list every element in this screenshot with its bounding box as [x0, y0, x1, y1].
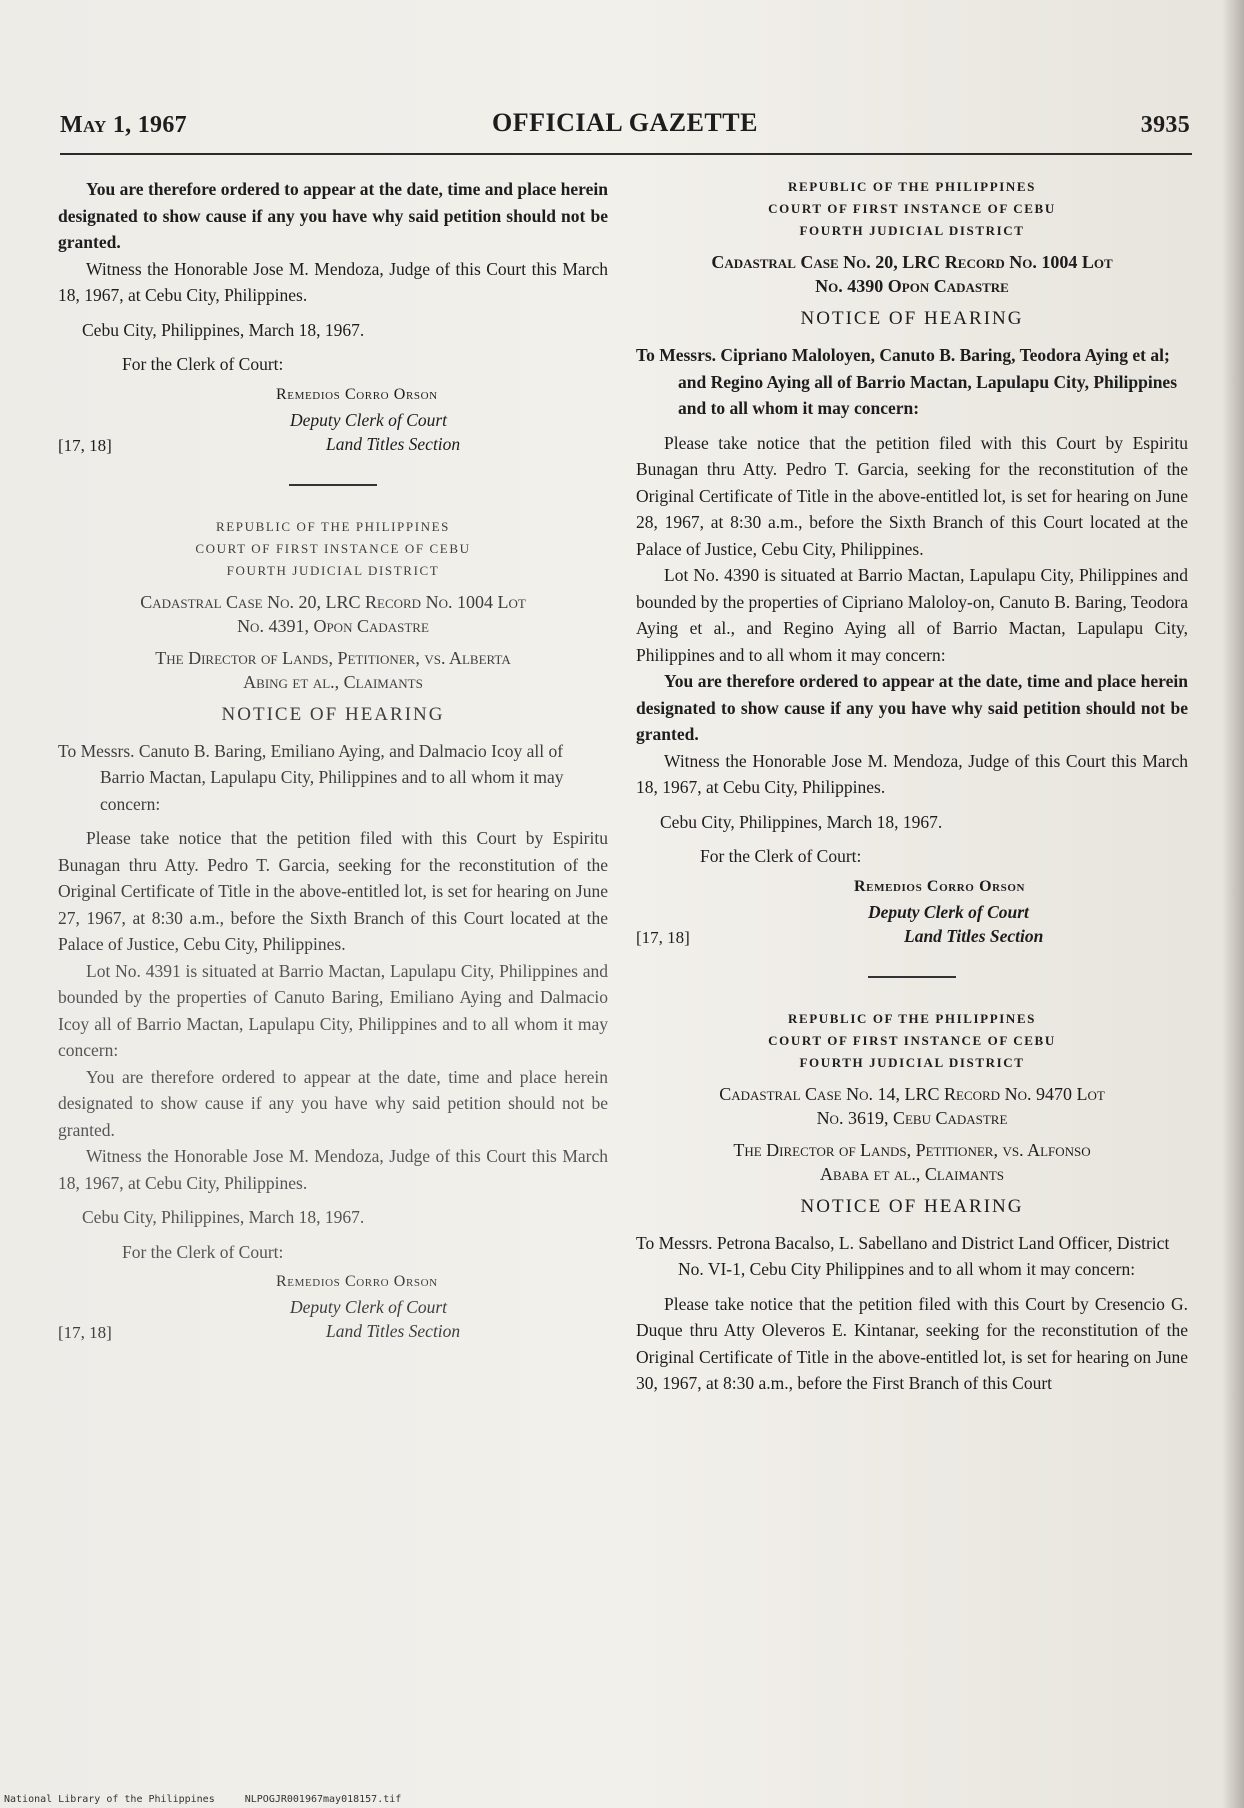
- notice-addressees: To Messrs. Canuto B. Baring, Emiliano Aying, and Dalmacio Icoy all of Barrio Mactan, Lapulapu City, Philippines and to all whom it may concern:: [58, 740, 564, 814]
- notice-paragraph-1: Please take notice that the petition filed with this Court by Espiritu Bunagan thru Atty. Pedro T. Garcia, seeking for the reconstitution of the Original Certificate of Title in the above-entitled lot, is set for hearing on June 28, 1967, at 8:30 a.m., before the Sixth Branch of this Court located at the Palace of Justice, Cebu City, Philippines.: [636, 432, 1188, 559]
- left-cont-dated: Cebu City, Philippines, March 18, 1967.: [82, 319, 365, 340]
- notice-district: FOURTH JUDICIAL DISTRICT: [799, 223, 1025, 238]
- notice-paragraph-1: Please take notice that the petition filed with this Court by Espiritu Bunagan thru Atty. Pedro T. Garcia, seeking for the reconstitution of the Original Certificate of Title in the above-entitled lot, is set for hearing on June 27, 1967, at 8:30 a.m., before the Sixth Branch of this Court located at the Palace of Justice, Cebu City, Philippines.: [58, 828, 608, 954]
- signature-section: Land Titles Section: [326, 433, 461, 454]
- page-edge-shadow: [1222, 0, 1244, 1808]
- notice-for-clerk: For the Clerk of Court:: [700, 846, 862, 866]
- notice-title: NOTICE OF HEARING: [800, 1195, 1024, 1217]
- notice-signature: [58, 1273, 608, 1353]
- notice-parties-line-1: The Director of Lands, Petitioner, vs. Alfonso: [733, 1139, 1091, 1160]
- notice-addressees: To Messrs. Petrona Bacalso, L. Sabellano and District Land Officer, District No. VI-1, Cebu City Philippines and to all whom it may concern:: [636, 1232, 1170, 1279]
- notice-case-line-2: No. 4391, Opon Cadastre: [237, 615, 429, 636]
- publication-ref: [17, 18]: [58, 1323, 112, 1342]
- notice-divider: [289, 484, 377, 486]
- right-notice-1: [636, 176, 1188, 958]
- notice-parties-line-1: The Director of Lands, Petitioner, vs. Alberta: [155, 647, 511, 668]
- notice-paragraph-4: Witness the Honorable Jose M. Mendoza, Judge of this Court this March 18, 1967, at Cebu City, Philippines.: [636, 750, 1188, 797]
- notice-court: COURT OF FIRST INSTANCE OF CEBU: [768, 1032, 1056, 1048]
- signature-section: Land Titles Section: [904, 925, 1044, 946]
- notice-paragraph-1: Please take notice that the petition filed with this Court by Cresencio G. Duque thru Atty Oleveros E. Kintanar, seeking for the reconstitution of the Original Certificate of Title in the above-entitled lot, is set for hearing on June 30, 1967, at 8:30 a.m., before the First Branch of this Court: [636, 1293, 1188, 1393]
- notice-case-line-2: No. 3619, Cebu Cadastre: [816, 1107, 1008, 1128]
- header-title: OFFICIAL GAZETTE: [492, 108, 758, 137]
- notice-title: NOTICE OF HEARING: [221, 703, 445, 725]
- header-date: May 1, 1967: [60, 112, 187, 138]
- header-rule: [60, 153, 1192, 155]
- notice-republic: REPUBLIC OF THE PHILIPPINES: [788, 1010, 1036, 1026]
- notice-case-line-1: Cadastral Case No. 20, LRC Record No. 1004 Lot: [140, 591, 526, 612]
- notice-parties-line-2: Ababa et al., Claimants: [820, 1163, 1004, 1184]
- left-cont-paragraph-2: Witness the Honorable Jose M. Mendoza, Judge of this Court this March 18, 1967, at Cebu City, Philippines.: [58, 258, 608, 305]
- notice-paragraph-2: Lot No. 4390 is situated at Barrio Mactan, Lapulapu City, Philippines and bounded by the properties of Cipriano Maloloy-on, Canuto B. Baring, Teodora Aying et al., and Regino Aying all of Barrio Mactan, Lapulapu City, Philippines and to all whom it may concern:: [636, 565, 1188, 665]
- left-notice: [58, 516, 608, 1354]
- notice-for-clerk: For the Clerk of Court:: [122, 1241, 284, 1262]
- notice-case-line-1: Cadastral Case No. 14, LRC Record No. 9470 Lot: [719, 1083, 1105, 1104]
- right-notice-2: [636, 1008, 1188, 1397]
- notice-parties-line-2: Abing et al., Claimants: [243, 671, 423, 692]
- page-header: [60, 108, 1190, 144]
- notice-case-line-1: Cadastral Case No. 20, LRC Record No. 1004 Lot: [711, 252, 1113, 272]
- publication-ref: [17, 18]: [58, 435, 112, 455]
- notice-paragraph-3: You are therefore ordered to appear at the date, time and place herein designated to show cause if any you have why said petition should not be granted.: [58, 1066, 608, 1140]
- notice-case-line-2: No. 4390 Opon Cadastre: [815, 276, 1009, 296]
- notice-title: NOTICE OF HEARING: [800, 308, 1024, 329]
- notice-dated: Cebu City, Philippines, March 18, 1967.: [82, 1207, 365, 1227]
- notice-district: FOURTH JUDICIAL DISTRICT: [799, 1054, 1025, 1070]
- notice-republic: REPUBLIC OF THE PHILIPPINES: [788, 179, 1036, 194]
- right-column: [636, 176, 1188, 1397]
- scan-footer: [0, 1792, 1244, 1808]
- footer-file: NLPOGJR001967may018157.tif: [244, 1794, 402, 1805]
- signature-name: Remedios Corro Orson: [276, 1273, 438, 1290]
- publication-ref: [17, 18]: [636, 927, 690, 947]
- notice-court: COURT OF FIRST INSTANCE OF CEBU: [768, 201, 1056, 216]
- notice-paragraph-2: Lot No. 4391 is situated at Barrio Mactan, Lapulapu City, Philippines and bounded by the properties of Canuto Baring, Emiliano Aying and Dalmacio Icoy all of Barrio Mactan, Lapulapu City, Philippines and to all whom it may concern:: [58, 960, 608, 1060]
- left-cont-for-clerk: For the Clerk of Court:: [122, 354, 284, 374]
- notice-paragraph-3: You are therefore ordered to appear at the date, time and place herein designated to show cause if any you have why said petition should not be granted.: [636, 671, 1188, 744]
- notice-signature: [636, 878, 1188, 958]
- signature-section: Land Titles Section: [326, 1321, 461, 1341]
- signature-name: Remedios Corro Orson: [854, 877, 1026, 895]
- notice-divider: [868, 976, 956, 978]
- footer-library: National Library of the Philippines: [4, 1794, 215, 1805]
- notice-court: COURT OF FIRST INSTANCE OF CEBU: [195, 540, 471, 556]
- left-column: [58, 176, 608, 1353]
- signature-role: Deputy Clerk of Court: [290, 409, 447, 430]
- signature-name: Remedios Corro Orson: [276, 385, 438, 403]
- notice-district: FOURTH JUDICIAL DISTRICT: [226, 562, 440, 578]
- signature-role: Deputy Clerk of Court: [868, 901, 1029, 922]
- left-cont-signature: [58, 386, 608, 466]
- notice-paragraph-4: Witness the Honorable Jose M. Mendoza, Judge of this Court this March 18, 1967, at Cebu City, Philippines.: [58, 1146, 608, 1193]
- left-cont-paragraph-1: You are therefore ordered to appear at the date, time and place herein designated to show cause if any you have why said petition should not be granted.: [58, 179, 608, 252]
- signature-role: Deputy Clerk of Court: [290, 1297, 447, 1317]
- notice-addressees: To Messrs. Cipriano Maloloyen, Canuto B. Baring, Teodora Aying et al; and Regino Aying all of Barrio Mactan, Lapulapu City, Philippines and to all whom it may concern:: [636, 345, 1177, 418]
- notice-dated: Cebu City, Philippines, March 18, 1967.: [660, 811, 943, 832]
- notice-republic: REPUBLIC OF THE PHILIPPINES: [215, 518, 450, 534]
- header-page-number: 3935: [1140, 112, 1190, 138]
